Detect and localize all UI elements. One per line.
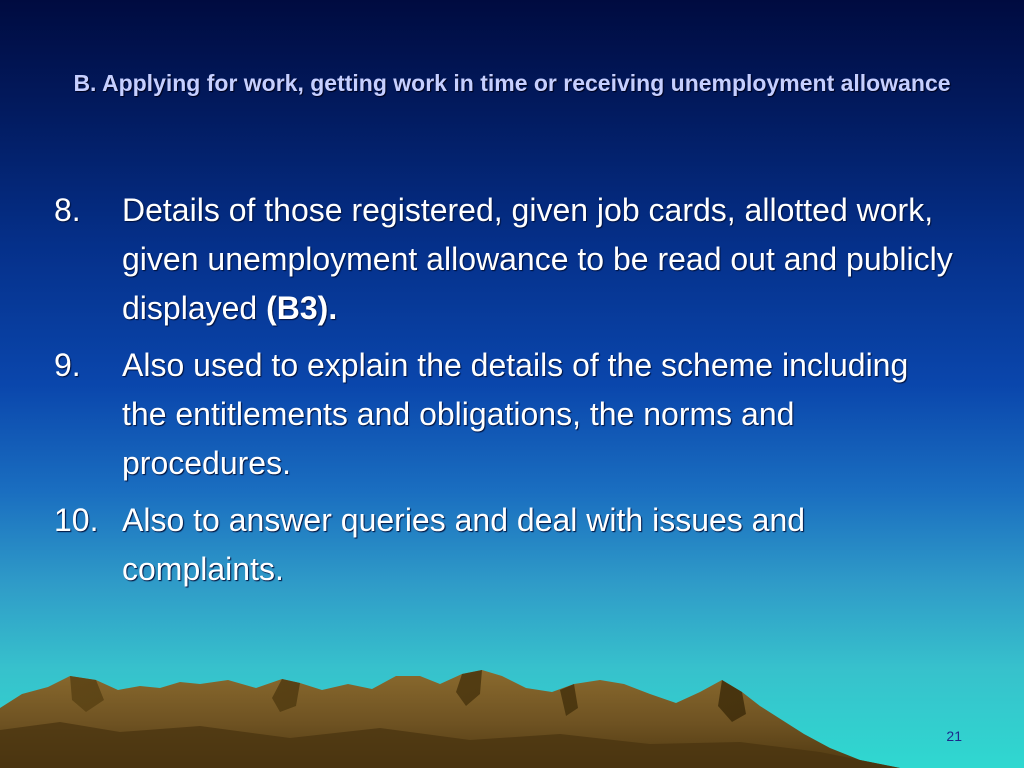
item-text: Also used to explain the details of the scheme including the entitlements and obligations, the norms and procedures.	[122, 347, 909, 481]
slide-title: B. Applying for work, getting work in time or receiving unemployment allowance	[73, 70, 951, 96]
item-number: 8.	[54, 192, 81, 228]
page-number: 21	[946, 728, 962, 744]
item-reference-b3: (B3).	[266, 290, 338, 326]
item-number: 9.	[54, 347, 81, 383]
item-number: 10.	[54, 502, 99, 538]
item-text-main: Details of those registered, given job cards, allotted work, given unemployment allowance to be read out and publicly displayed	[122, 192, 953, 326]
item-text: Also to answer queries and deal with issues and complaints.	[122, 502, 806, 587]
